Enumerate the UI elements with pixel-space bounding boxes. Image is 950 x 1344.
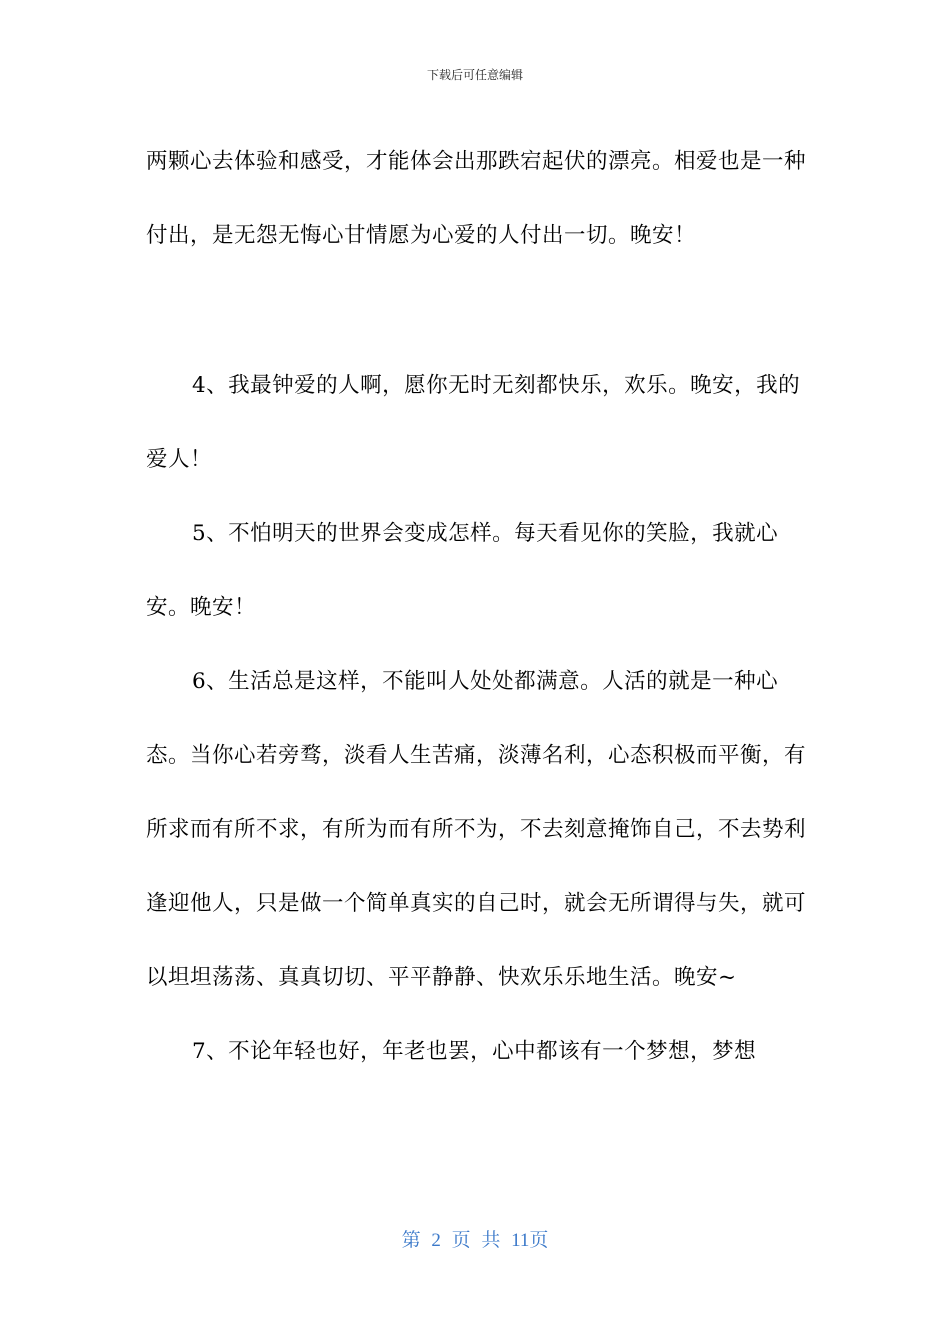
paragraph-spacer (146, 273, 806, 349)
page-number-footer: 第 2 页 共 11页 (401, 1230, 549, 1251)
page-header-note: 下载后可任意编辑 (426, 68, 523, 82)
paragraph-item-6: 6、生活总是这样，不能叫人处处都满意。人活的就是一种心态。当你心若旁骛，淡看人生苦痛，淡薄名利，心态积极而平衡，有所求而有所不求，有所为而有所不为，不去刻意掩饰自己，不去势利逢迎他人，只是做一个简单真实的自己时，就会无所谓得与失，就可以坦坦荡荡、真真切切、平平静静、快欢乐乐地生活。晚安~ (146, 669, 807, 990)
paragraph-item-7: 7、不论年轻也好，年老也罢，心中都该有一个梦想，梦想 (192, 1039, 757, 1064)
paragraph-item-4: 4、我最钟爱的人啊，愿你无时无刻都快乐，欢乐。晚安，我的爱人！ (146, 373, 801, 472)
paragraph-item-5: 5、不怕明天的世界会变成怎样。每天看见你的笑脸，我就心安。晚安！ (146, 521, 779, 620)
paragraph-continued: 两颗心去体验和感受，才能体会出那跌宕起伏的漂亮。相爱也是一种付出，是无怨无悔心甘情愿为心爱的人付出一切。晚安！ (146, 149, 807, 248)
document-body (146, 125, 806, 1089)
